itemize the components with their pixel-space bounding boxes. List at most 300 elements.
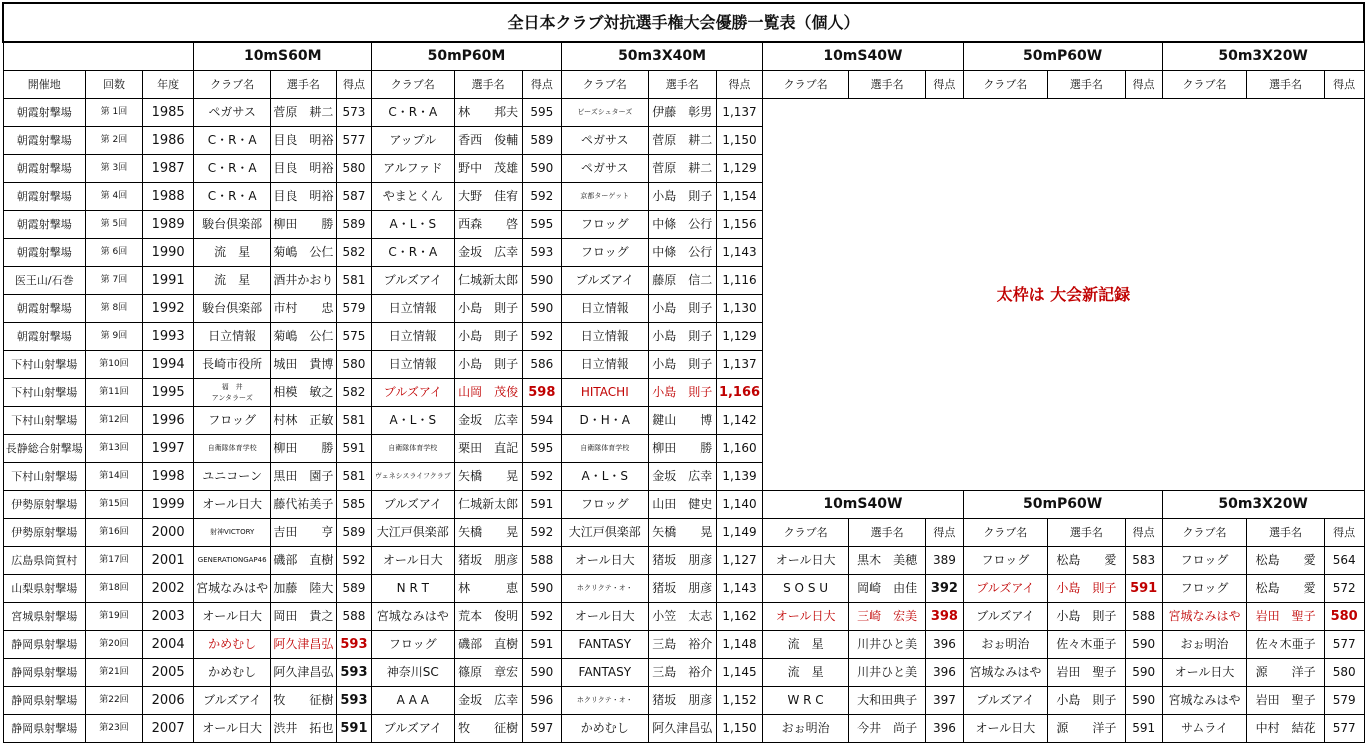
score-cell: 1,137 [716,99,762,127]
venue-cell: 医王山/石巻 [3,267,86,295]
score-cell: 582 [336,379,371,407]
club-cell: オール日大 [1162,659,1247,687]
club-cell: 宮城なみはや [1162,687,1247,715]
athlete-cell: 松島 愛 [1048,547,1125,575]
athlete-cell: 菊嶋 公仁 [270,239,336,267]
club-cell: 京都ターゲット [561,183,648,211]
club-cell: ユニコーン [194,463,270,491]
header-athlete: 選手名 [848,519,925,547]
athlete-cell: 相模 敏之 [270,379,336,407]
club-cell: 大江戸倶楽部 [561,519,648,547]
club-cell: オール日大 [561,547,648,575]
score-cell: 592 [522,603,561,631]
club-cell: オール日大 [194,491,270,519]
score-cell: 595 [522,99,561,127]
venue-cell: 伊勢原射撃場 [3,519,86,547]
round-cell: 第18回 [86,575,143,603]
score-cell: 593 [522,239,561,267]
year-cell: 1997 [142,435,194,463]
header-athlete: 選手名 [1048,71,1125,99]
round-cell: 第10回 [86,351,143,379]
club-cell: オール日大 [561,603,648,631]
score-cell: 1,139 [716,463,762,491]
score-cell: 593 [336,687,371,715]
athlete-cell: 岩田 聖子 [1048,659,1125,687]
score-cell: 585 [336,491,371,519]
score-cell: 588 [336,603,371,631]
round-cell: 第20回 [86,631,143,659]
header-score: 得点 [1324,519,1364,547]
club-cell: フロッグ [1162,547,1247,575]
year-cell: 2001 [142,547,194,575]
athlete-cell: 川井ひと美 [848,631,925,659]
venue-cell: 静岡県射撃場 [3,715,86,743]
club-cell: 日立情報 [194,323,270,351]
header-club: クラブ名 [763,71,849,99]
club-cell: 日立情報 [372,295,455,323]
score-cell: 589 [336,519,371,547]
club-cell: GENERATIONGAP46 [194,547,270,575]
club-cell: 流 星 [194,267,270,295]
score-cell: 582 [336,239,371,267]
score-cell: 590 [522,155,561,183]
athlete-cell: 渋井 拓也 [270,715,336,743]
athlete-cell: 菅原 耕二 [270,99,336,127]
club-cell: FANTASY [561,659,648,687]
table-row [3,715,1364,743]
year-cell: 1987 [142,155,194,183]
round-cell: 第14回 [86,463,143,491]
year-cell: 1998 [142,463,194,491]
athlete-cell: 矢橋 晃 [454,519,522,547]
score-cell: 1,140 [716,491,762,519]
round-cell: 第 3回 [86,155,143,183]
year-cell: 1996 [142,407,194,435]
year-cell: 1993 [142,323,194,351]
header-club: クラブ名 [372,71,455,99]
score-cell: 577 [1324,631,1364,659]
header-score: 得点 [1324,71,1364,99]
event-header-women: 10mS40W [763,491,963,519]
score-cell: 1,143 [716,575,762,603]
club-cell: ブルズアイ [372,715,455,743]
event-header: 10mS60M [194,42,372,71]
athlete-cell: 小島 則子 [454,295,522,323]
header-score: 得点 [522,71,561,99]
year-cell: 1989 [142,211,194,239]
athlete-cell: 仁城新太郎 [454,267,522,295]
score-cell: 573 [336,99,371,127]
header-year: 年度 [142,71,194,99]
record-note: 太枠は 大会新記録 [763,99,1364,491]
venue-cell: 朝霞射撃場 [3,183,86,211]
round-cell: 第11回 [86,379,143,407]
table-row [3,491,1364,519]
athlete-cell: 大野 佳宥 [454,183,522,211]
club-cell: オール日大 [372,547,455,575]
score-cell: 591 [522,491,561,519]
score-cell: 577 [1324,715,1364,743]
venue-cell: 朝霞射撃場 [3,127,86,155]
venue-cell: 静岡県射撃場 [3,659,86,687]
club-cell: 日立情報 [561,295,648,323]
score-cell: 1,137 [716,351,762,379]
athlete-cell: 岩田 聖子 [1247,603,1324,631]
club-cell: オール日大 [194,715,270,743]
year-cell: 2002 [142,575,194,603]
club-cell: かめむし [194,659,270,687]
score-cell: 389 [926,547,963,575]
club-cell: C・R・A [372,239,455,267]
year-cell: 1988 [142,183,194,211]
club-cell: D・H・A [561,407,648,435]
club-cell: 大江戸倶楽部 [372,519,455,547]
year-cell: 1994 [142,351,194,379]
score-cell: 392 [926,575,963,603]
club-cell: 自衛隊体育学校 [194,435,270,463]
table-row [3,603,1364,631]
header-score: 得点 [926,71,963,99]
athlete-cell: 村林 正敏 [270,407,336,435]
athlete-cell: 柳田 勝 [270,435,336,463]
header-club: クラブ名 [963,71,1048,99]
score-cell: 396 [926,631,963,659]
athlete-cell: 阿久津昌弘 [648,715,716,743]
athlete-cell: 源 洋子 [1247,659,1324,687]
round-cell: 第 6回 [86,239,143,267]
score-cell: 572 [1324,575,1364,603]
score-cell: 1,143 [716,239,762,267]
score-cell: 592 [522,519,561,547]
athlete-cell: 川井ひと美 [848,659,925,687]
header-venue: 開催地 [3,71,86,99]
score-cell: 591 [336,715,371,743]
athlete-cell: 菅原 耕二 [648,127,716,155]
score-cell: 591 [1125,715,1162,743]
club-cell: 駿台倶楽部 [194,295,270,323]
athlete-cell: 猪坂 朋彦 [648,575,716,603]
athlete-cell: 小島 則子 [1048,603,1125,631]
club-cell: N R T [372,575,455,603]
athlete-cell: 目良 明裕 [270,155,336,183]
year-cell: 1999 [142,491,194,519]
round-cell: 第 4回 [86,183,143,211]
athlete-cell: 源 洋子 [1048,715,1125,743]
athlete-cell: 林 恵 [454,575,522,603]
score-cell: 591 [522,631,561,659]
club-cell: HITACHI [561,379,648,407]
score-cell: 580 [336,155,371,183]
athlete-cell: 栗田 直記 [454,435,522,463]
score-cell: 595 [522,211,561,239]
club-cell: A・L・S [561,463,648,491]
club-cell: おぉ明治 [763,715,849,743]
club-cell: ブルズアイ [372,379,455,407]
athlete-cell: 小島 則子 [454,323,522,351]
year-cell: 2005 [142,659,194,687]
club-cell: フロッグ [561,211,648,239]
score-cell: 579 [1324,687,1364,715]
score-cell: 592 [336,547,371,575]
year-cell: 1986 [142,127,194,155]
athlete-cell: 柳田 勝 [270,211,336,239]
club-cell: ペガサス [561,127,648,155]
club-cell: ホクリクテ・オ・ [561,687,648,715]
score-cell: 1,152 [716,687,762,715]
score-cell: 589 [522,127,561,155]
athlete-cell: 小島 則子 [648,295,716,323]
header-athlete: 選手名 [454,71,522,99]
header-club: クラブ名 [561,71,648,99]
athlete-cell: 篠原 章宏 [454,659,522,687]
round-cell: 第 7回 [86,267,143,295]
venue-cell: 広島県筒賀村 [3,547,86,575]
score-cell: 591 [336,435,371,463]
header-athlete: 選手名 [648,71,716,99]
athlete-cell: 鍵山 博 [648,407,716,435]
athlete-cell: 藤原 信二 [648,267,716,295]
club-cell: FANTASY [561,631,648,659]
year-cell: 2000 [142,519,194,547]
club-cell: 自衛隊体育学校 [372,435,455,463]
round-cell: 第17回 [86,547,143,575]
score-cell: 581 [336,463,371,491]
club-cell: アルファド [372,155,455,183]
athlete-cell: 柳田 勝 [648,435,716,463]
club-cell: アップル [372,127,455,155]
athlete-cell: 中條 公行 [648,211,716,239]
venue-cell: 朝霞射撃場 [3,239,86,267]
header-round: 回数 [86,71,143,99]
year-cell: 1995 [142,379,194,407]
athlete-cell: 小島 則子 [648,323,716,351]
club-cell: オール日大 [963,715,1048,743]
athlete-cell: 松島 愛 [1247,575,1324,603]
athlete-cell: 小島 則子 [454,351,522,379]
venue-cell: 伊勢原射撃場 [3,491,86,519]
athlete-cell: 今井 尚子 [848,715,925,743]
score-cell: 593 [336,659,371,687]
event-header: 10mS40W [763,42,963,71]
score-cell: 397 [926,687,963,715]
club-cell: オール日大 [763,603,849,631]
athlete-cell: 小笠 太志 [648,603,716,631]
score-cell: 1,156 [716,211,762,239]
score-cell: 586 [522,351,561,379]
athlete-cell: 牧 征樹 [270,687,336,715]
club-cell: ブルズアイ [372,267,455,295]
athlete-cell: 酒井かおり [270,267,336,295]
header-club: クラブ名 [1162,519,1247,547]
score-cell: 564 [1324,547,1364,575]
club-cell: 日立情報 [561,351,648,379]
score-cell: 396 [926,659,963,687]
club-cell: A・L・S [372,211,455,239]
header-score: 得点 [336,71,371,99]
score-cell: 1,166 [716,379,762,407]
athlete-cell: 吉田 亨 [270,519,336,547]
score-cell: 1,116 [716,267,762,295]
score-cell: 1,129 [716,155,762,183]
score-cell: 595 [522,435,561,463]
club-cell: 射神VICTORY [194,519,270,547]
athlete-cell: 加藤 陸大 [270,575,336,603]
score-cell: 1,154 [716,183,762,211]
club-cell: サムライ [1162,715,1247,743]
club-cell: ブルズアイ [963,603,1048,631]
athlete-cell: 岡崎 由佳 [848,575,925,603]
club-cell: 流 星 [763,659,849,687]
venue-cell: 朝霞射撃場 [3,155,86,183]
score-cell: 1,149 [716,519,762,547]
score-cell: 588 [522,547,561,575]
score-cell: 590 [522,659,561,687]
athlete-cell: 野中 茂雄 [454,155,522,183]
club-cell: かめむし [194,631,270,659]
score-cell: 591 [1125,575,1162,603]
club-cell: おぉ明治 [1162,631,1247,659]
club-cell: 長崎市役所 [194,351,270,379]
club-cell: ブルズアイ [963,575,1048,603]
header-club: クラブ名 [963,519,1048,547]
score-cell: 590 [522,295,561,323]
athlete-cell: 三島 裕介 [648,631,716,659]
header-club: クラブ名 [1162,71,1247,99]
club-cell: C・R・A [194,155,270,183]
athlete-cell: 目良 明裕 [270,127,336,155]
round-cell: 第 1回 [86,99,143,127]
score-cell: 589 [336,575,371,603]
club-cell: 日立情報 [372,323,455,351]
athlete-cell: 黒木 美穂 [848,547,925,575]
venue-cell: 朝霞射撃場 [3,323,86,351]
club-cell: C・R・A [372,99,455,127]
club-cell: A・L・S [372,407,455,435]
round-cell: 第19回 [86,603,143,631]
score-cell: 575 [336,323,371,351]
venue-cell: 山梨県射撃場 [3,575,86,603]
athlete-cell: 荒本 俊明 [454,603,522,631]
round-cell: 第21回 [86,659,143,687]
club-cell: 流 星 [763,631,849,659]
table-row [3,659,1364,687]
event-header-women: 50m3X20W [1162,491,1364,519]
results-table [2,2,1365,743]
table-row [3,99,1364,127]
event-header: 50mP60M [372,42,562,71]
round-cell: 第 9回 [86,323,143,351]
athlete-cell: 金坂 広幸 [454,687,522,715]
score-cell: 596 [522,687,561,715]
year-cell: 2006 [142,687,194,715]
venue-cell: 朝霞射撃場 [3,211,86,239]
score-cell: 592 [522,183,561,211]
header-athlete: 選手名 [1247,519,1324,547]
blank-cell [3,42,194,71]
header-athlete: 選手名 [848,71,925,99]
score-cell: 590 [1125,659,1162,687]
year-cell: 2007 [142,715,194,743]
score-cell: 589 [336,211,371,239]
score-cell: 583 [1125,547,1162,575]
score-cell: 580 [336,351,371,379]
athlete-cell: 三崎 宏美 [848,603,925,631]
score-cell: 594 [522,407,561,435]
venue-cell: 朝霞射撃場 [3,295,86,323]
athlete-cell: 小島 則子 [648,351,716,379]
table-row [3,519,1364,547]
athlete-cell: 林 邦夫 [454,99,522,127]
athlete-cell: 猪坂 朋彦 [648,547,716,575]
club-cell: 宮城なみはや [194,575,270,603]
club-cell: フロッグ [372,631,455,659]
header-athlete: 選手名 [1048,519,1125,547]
year-cell: 1992 [142,295,194,323]
athlete-cell: 目良 明裕 [270,183,336,211]
club-cell: ブルズアイ [194,687,270,715]
club-cell: ビーズシュターズ [561,99,648,127]
club-cell: ホクリクテ・オ・ [561,575,648,603]
club-cell: C・R・A [194,183,270,211]
athlete-cell: 佐々木亜子 [1247,631,1324,659]
athlete-cell: 金坂 広幸 [648,463,716,491]
event-header: 50m3X40M [561,42,762,71]
score-cell: 598 [522,379,561,407]
venue-cell: 宮城県射撃場 [3,603,86,631]
year-cell: 1991 [142,267,194,295]
athlete-cell: 西森 啓 [454,211,522,239]
athlete-cell: 菅原 耕二 [648,155,716,183]
table-row [3,687,1364,715]
club-cell: 福 井 アンタラーズ [194,379,270,407]
score-cell: 1,160 [716,435,762,463]
venue-cell: 静岡県射撃場 [3,687,86,715]
header-score: 得点 [1125,519,1162,547]
score-cell: 1,142 [716,407,762,435]
club-cell: A A A [372,687,455,715]
venue-cell: 下村山射撃場 [3,351,86,379]
score-cell: 581 [336,267,371,295]
athlete-cell: 市村 忠 [270,295,336,323]
athlete-cell: 佐々木亜子 [1048,631,1125,659]
club-cell: 流 星 [194,239,270,267]
venue-cell: 静岡県射撃場 [3,631,86,659]
score-cell: 588 [1125,603,1162,631]
athlete-cell: 山田 健史 [648,491,716,519]
club-cell: 神奈川SC [372,659,455,687]
club-cell: オール日大 [194,603,270,631]
header-club: クラブ名 [194,71,270,99]
round-cell: 第13回 [86,435,143,463]
score-cell: 1,148 [716,631,762,659]
athlete-cell: 三島 裕介 [648,659,716,687]
club-cell: 宮城なみはや [1162,603,1247,631]
score-cell: 580 [1324,659,1364,687]
score-cell: 398 [926,603,963,631]
club-cell: やまとくん [372,183,455,211]
athlete-cell: 小島 則子 [648,379,716,407]
athlete-cell: 矢橋 晃 [454,463,522,491]
club-cell: かめむし [561,715,648,743]
score-cell: 593 [336,631,371,659]
year-cell: 2003 [142,603,194,631]
club-cell: ペガサス [194,99,270,127]
score-cell: 590 [1125,631,1162,659]
score-cell: 580 [1324,603,1364,631]
club-cell: W R C [763,687,849,715]
score-cell: 1,162 [716,603,762,631]
score-cell: 581 [336,407,371,435]
